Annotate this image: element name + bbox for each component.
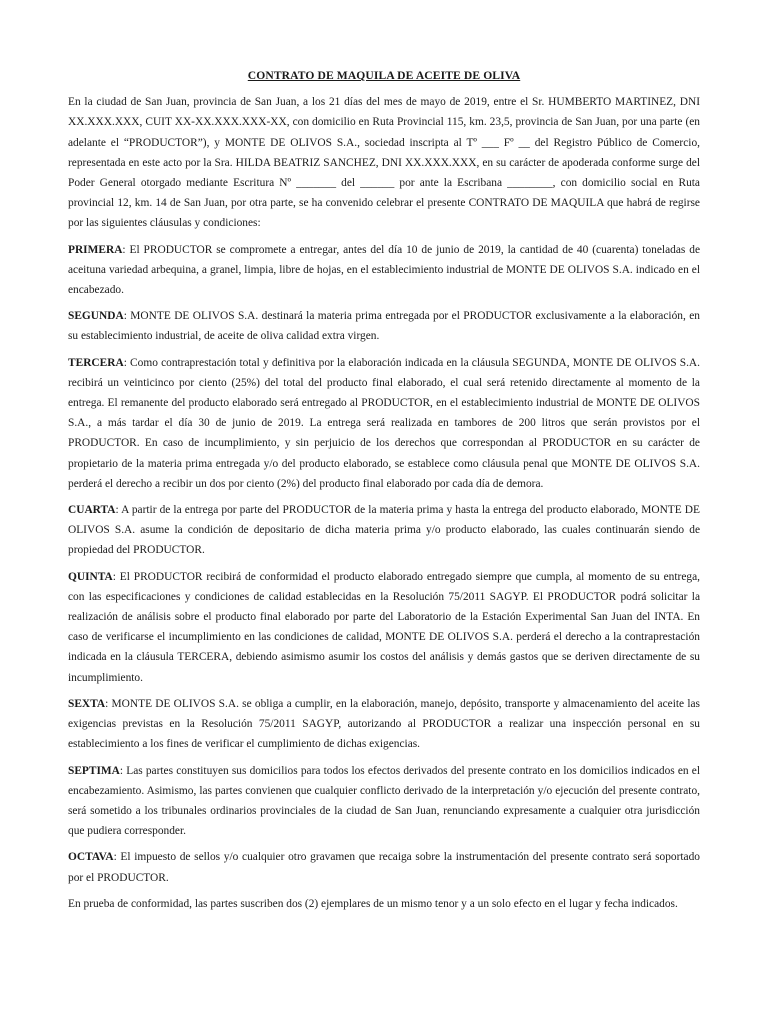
clause-heading: PRIMERA <box>68 243 123 256</box>
clause-text: : El impuesto de sellos y/o cualquier otro gravamen que recaiga sobre la instrumentación del presente contrato será soportado por el PRODUCTOR. <box>68 851 700 884</box>
intro-paragraph: En la ciudad de San Juan, provincia de San Juan, a los 21 días del mes de mayo de 2019, entre el Sr. HUMBERTO MARTINEZ, DNI XX.XXX.XXX, CUIT XX-XX.XXX.XXX-XX, con domicilio en Ruta Provincial 115, km. 23,5, provincia de San Juan, por una parte (en adelante el “PRODUCTOR”), y MONTE DE OLIVOS S.A., sociedad inscripta al Tº ___ Fº __ del Registro Público de Comercio, representada en este acto por la Sra. HILDA BEATRIZ SANCHEZ, DNI XX.XXX.XXX, en su carácter de apoderada conforme surge del Poder General otorgado mediante Escritura Nº _______ del ______ por ante la Escribana ________, con domicilio social en Ruta provincial 12, km. 14 de San Juan, por otra parte, se ha convenido celebrar el presente CONTRATO DE MAQUILA que habrá de regirse por las siguientes cláusulas y condiciones: <box>68 96 700 230</box>
clause-text: : El PRODUCTOR se compromete a entregar, antes del día 10 de junio de 2019, la cantidad de 40 (cuarenta) toneladas de aceituna variedad arbequina, a granel, limpia, libre de hojas, en el establecimiento industrial de MONTE DE OLIVOS S.A. indicado en el encabezado. <box>68 243 700 297</box>
closing-paragraph: En prueba de conformidad, las partes suscriben dos (2) ejemplares de un mismo tenor y a un solo efecto en el lugar y fecha indicados. <box>68 897 678 910</box>
clause-heading: QUINTA <box>68 570 113 583</box>
clause-heading: TERCERA <box>68 356 124 369</box>
document-title: CONTRATO DE MAQUILA DE ACEITE DE OLIVA <box>247 69 521 82</box>
contract-page <box>68 66 700 920</box>
clause-heading: SEPTIMA <box>68 764 120 777</box>
clause-text: : Como contraprestación total y definitiva por la elaboración indicada en la cláusula SEGUNDA, MONTE DE OLIVOS S.A. recibirá un veinticinco por ciento (25%) del total del producto final elaborado, el cual será retenido directamente al momento de la entrega. El remanente del producto elaborado será entregado al PRODUCTOR, en el establecimiento industrial de MONTE DE OLIVOS S.A., a más tardar el día 30 de junio de 2019. La entrega será realizada en tambores de 200 litros que serán provistos por el PRODUCTOR. En caso de incumplimiento, y sin perjuicio de los derechos que correspondan al PRODUCTOR en su carácter de propietario de la materia prima entregada y/o del producto elaborado, se establece como cláusula penal que MONTE DE OLIVOS S.A. perderá el derecho a recibir un dos por ciento (2%) del producto final elaborado por cada día de demora. <box>68 356 700 490</box>
clause-text: : A partir de la entrega por parte del PRODUCTOR de la materia prima y hasta la entrega del producto elaborado, MONTE DE OLIVOS S.A. asume la condición de depositario de dicha materia prima y/o producto elaborado, las cuales continuarán siendo de propiedad del PRODUCTOR. <box>68 504 700 557</box>
clause-text: : MONTE DE OLIVOS S.A. se obliga a cumplir, en la elaboración, manejo, depósito, transporte y almacenamiento del aceite las exigencias previstas en la Resolución 75/2011 SAGYP, autorizando al PRODUCTOR a realizar una inspección personal en su establecimiento a los fines de verificar el cumplimiento de dichas exigencias. <box>68 697 700 751</box>
clause-tercera <box>68 353 700 494</box>
clause-heading: CUARTA <box>68 504 116 517</box>
clause-text: : El PRODUCTOR recibirá de conformidad el producto elaborado entregado siempre que cumpla, al momento de su entrega, con las especificaciones y condiciones de calidad establecidas en la Resolución 75/2011 SAGYP. El PRODUCTOR podrá solicitar la realización de análisis sobre el producto final elaborado por parte del Laboratorio de la Estación Experimental San Juan del INTA. En caso de verificarse el incumplimiento en las condiciones de calidad, MONTE DE OLIVOS S.A. perderá el derecho a la contraprestación indicada en la cláusula TERCERA, debiendo asimismo asumir los costos del análisis y demás gastos que se deriven directamente de su incumplimiento. <box>68 570 700 684</box>
clause-heading: SEXTA <box>68 697 106 710</box>
clause-quinta <box>68 567 700 688</box>
clause-primera <box>68 240 700 301</box>
clause-septima <box>68 761 700 842</box>
clause-octava <box>68 847 700 887</box>
clause-heading: OCTAVA <box>68 851 114 864</box>
clause-text: : MONTE DE OLIVOS S.A. destinará la materia prima entregada por el PRODUCTOR exclusivamente a la elaboración, en su establecimiento industrial, de aceite de oliva calidad extra virgen. <box>68 310 700 343</box>
clause-heading: SEGUNDA <box>68 310 124 323</box>
clause-segunda <box>68 306 700 346</box>
clause-text: : Las partes constituyen sus domicilios para todos los efectos derivados del presente contrato en los domicilios indicados en el encabezamiento. Asimismo, las partes convienen que cualquier conflicto derivado de la interpretación y/o ejecución del presente contrato, será sometido a los tribunales ordinarios provinciales de la ciudad de San Juan, renunciando expresamente a cualquier otra jurisdicción que pudiera corresponder. <box>68 764 700 838</box>
clause-sexta <box>68 694 700 755</box>
clause-cuarta <box>68 500 700 561</box>
